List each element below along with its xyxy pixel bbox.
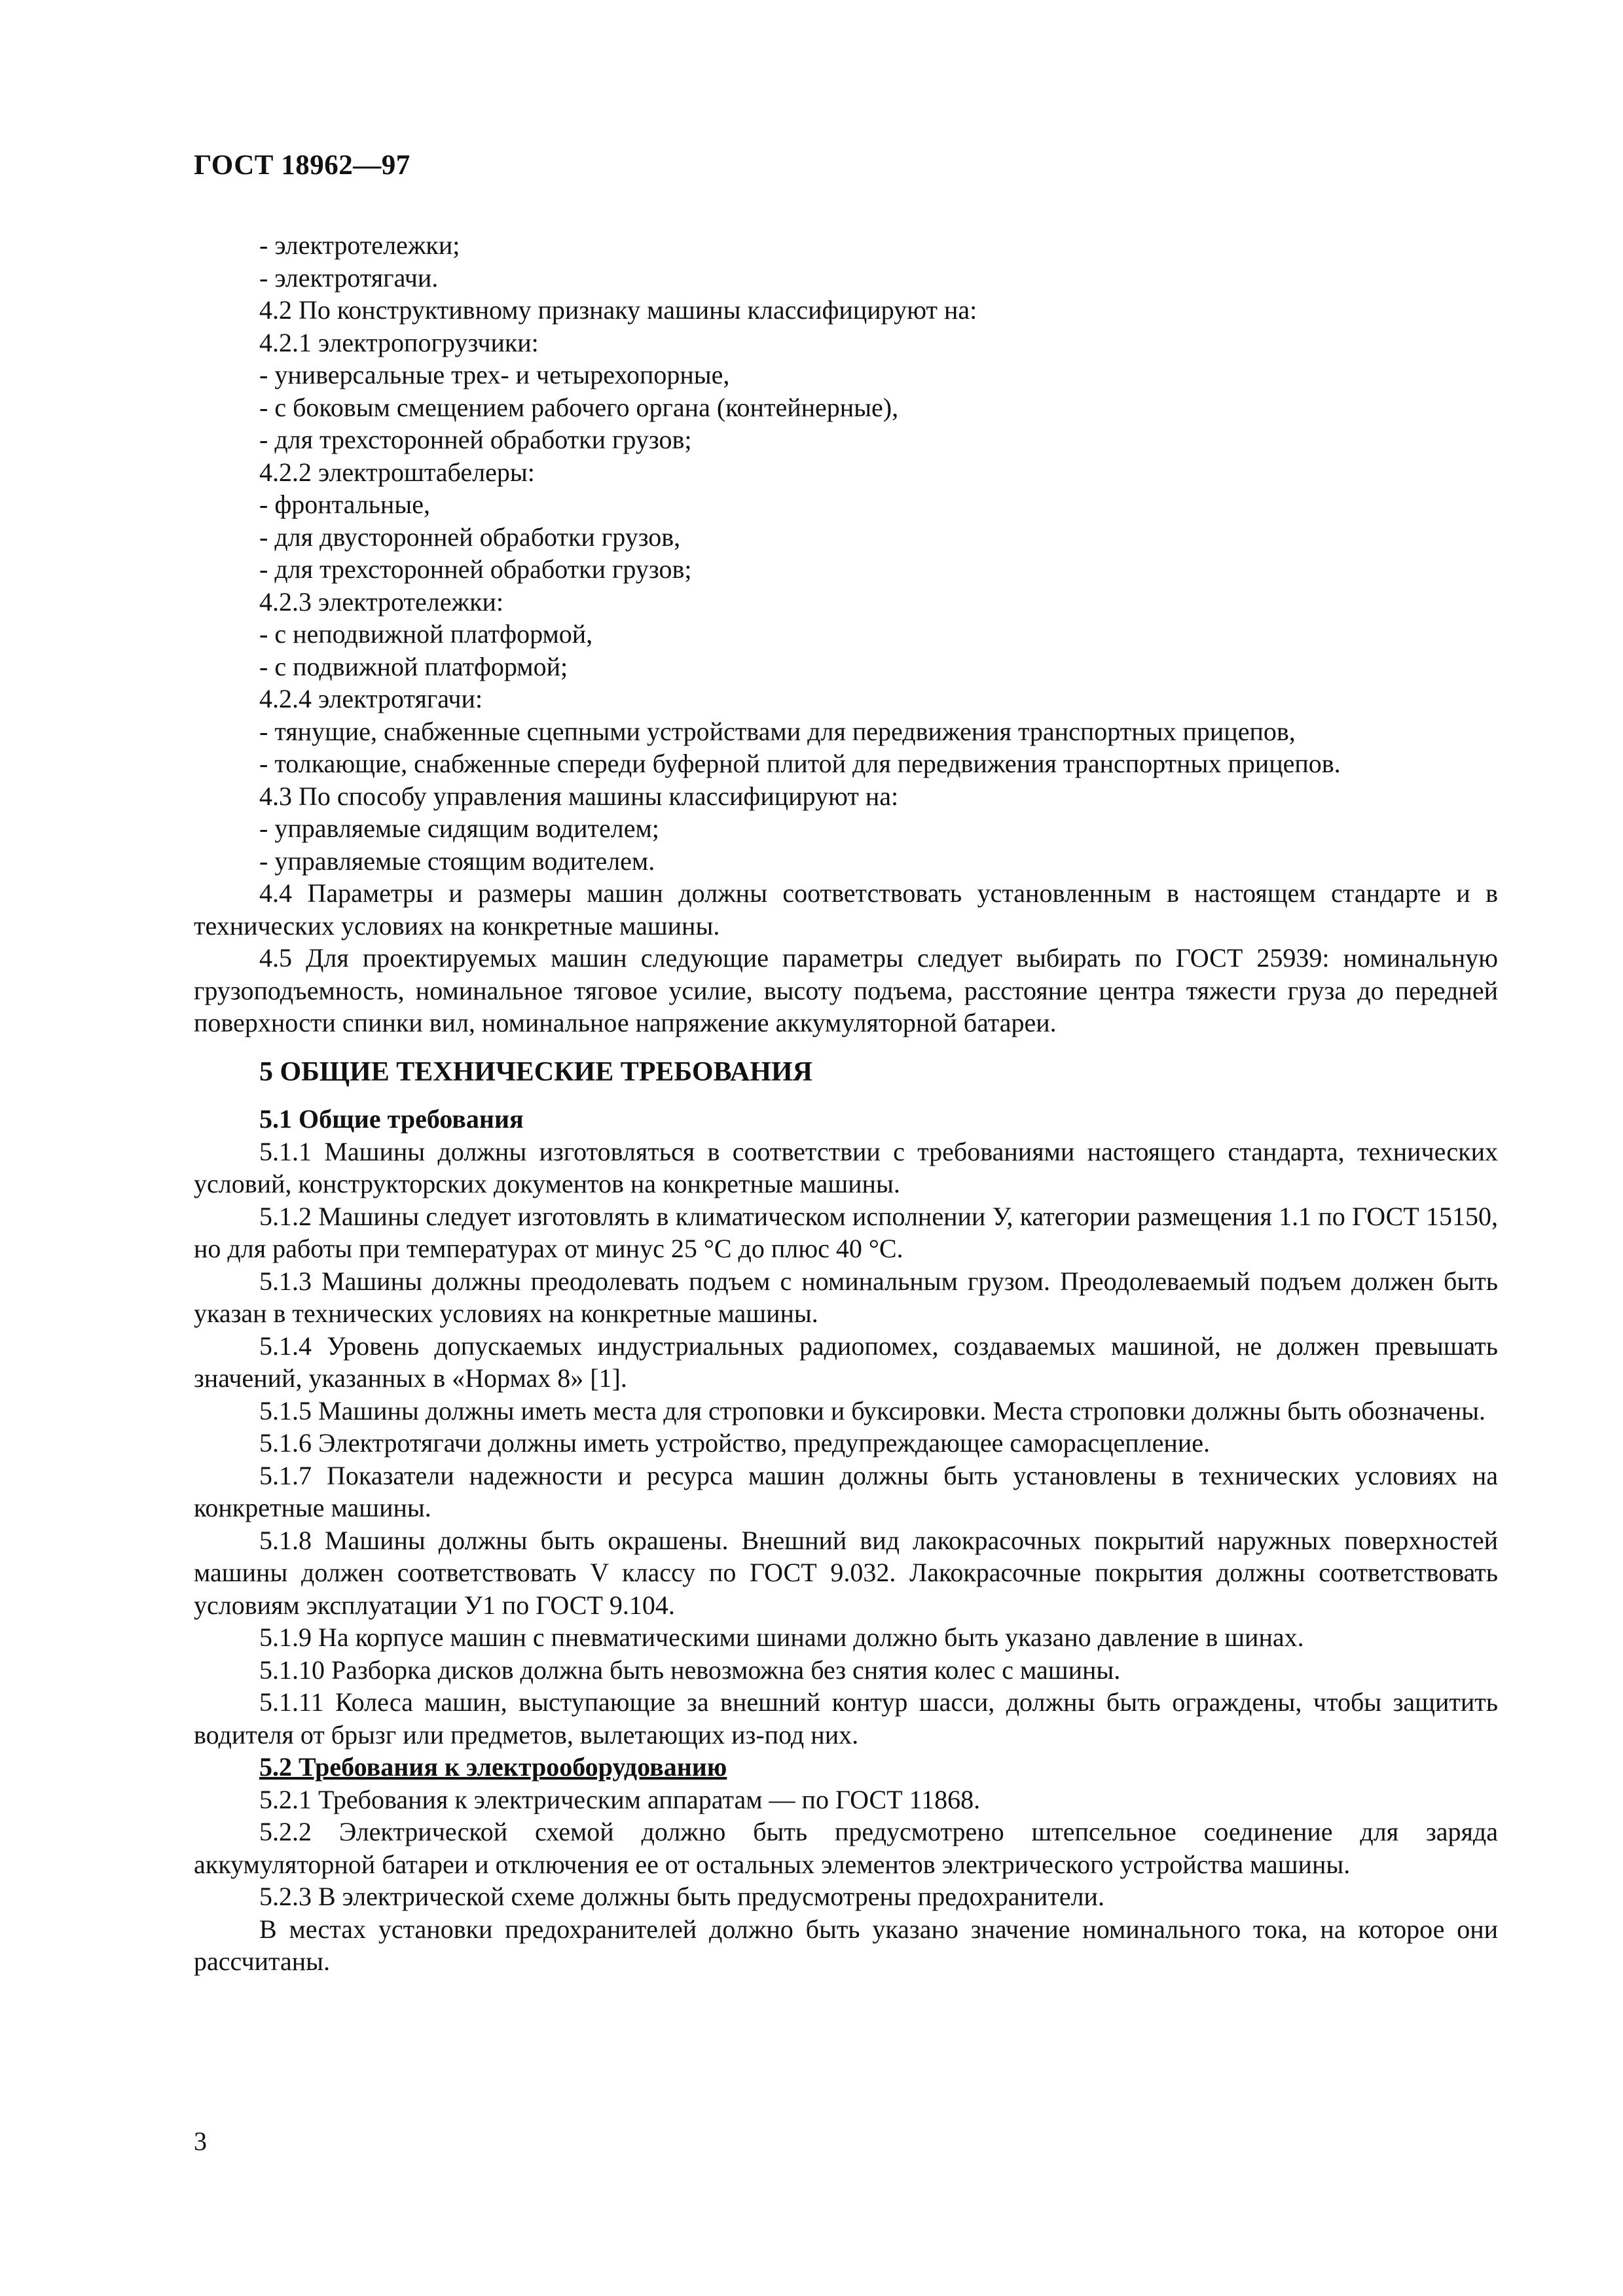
clause-5-1-10: 5.1.10 Разборка дисков должна быть невозможна без снятия колес с машины. xyxy=(259,1655,1121,1685)
clause-5-2-3-note: В местах установки предохранителей должно быть указано значение номинального тока, на которое они рассчитаны. xyxy=(194,1914,1498,1976)
clause-5-1-7: 5.1.7 Показатели надежности и ресурса машин должны быть установлены в технических условиях на конкретные машины. xyxy=(194,1460,1498,1522)
document-body xyxy=(194,229,1498,1978)
list-item: - электротягачи. xyxy=(259,262,439,293)
clause-4-2: 4.2 По конструктивному признаку машины классифицируют на: xyxy=(259,295,977,325)
list-item: - тянущие, снабженные сцепными устройствами для передвижения транспортных прицепов, xyxy=(259,716,1296,746)
clause-4-2-1: 4.2.1 электропогрузчики: xyxy=(259,327,539,357)
clause-5-2-2: 5.2.2 Электрической схемой должно быть предусмотрено штепсельное соединение для заряда аккумуляторной батареи и отключения ее от остальных элементов электрического устройства машины. xyxy=(194,1817,1498,1879)
clause-5-2-1: 5.2.1 Требования к электрическим аппаратам — по ГОСТ 11868. xyxy=(259,1784,981,1814)
page-number: 3 xyxy=(194,2126,207,2156)
clause-5-1-8: 5.1.8 Машины должны быть окрашены. Внешний вид лакокрасочных покрытий наружных поверхностей машины должен соответствовать V классу по ГОСТ 9.032. Лакокрасочные покрытия должны соответствовать условиям эксплуатации У1 по ГОСТ 9.104. xyxy=(194,1525,1498,1620)
list-item: - фронтальные, xyxy=(259,490,430,519)
list-item: - с неподвижной платформой, xyxy=(259,619,593,649)
document-header: ГОСТ 18962—97 xyxy=(194,150,410,181)
section-5-title: 5 ОБЩИЕ ТЕХНИЧЕСКИЕ ТРЕБОВАНИЯ xyxy=(259,1056,812,1087)
clause-5-1-6: 5.1.6 Электротягачи должны иметь устройство, предупреждающее саморасцепление. xyxy=(259,1428,1210,1458)
clause-5-1-5: 5.1.5 Машины должны иметь места для строповки и буксировки. Места строповки должны быть обозначены. xyxy=(259,1395,1486,1426)
list-item: - электротележки; xyxy=(259,230,460,260)
clause-4-4: 4.4 Параметры и размеры машин должны соответствовать установленным в настоящем стандарте и в технических условиях на конкретные машины. xyxy=(194,878,1498,941)
clause-5-1-11: 5.1.11 Колеса машин, выступающие за внешний контур шасси, должны быть ограждены, чтобы защитить водителя от брызг или предметов, вылетающих из-под них. xyxy=(194,1687,1498,1749)
clause-5-1-3: 5.1.3 Машины должны преодолевать подъем с номинальным грузом. Преодолеваемый подъем должен быть указан в технических условиях на конкретные машины. xyxy=(194,1266,1498,1328)
clause-4-3: 4.3 По способу управления машины классифицируют на: xyxy=(259,781,899,811)
clause-5-2-3: 5.2.3 В электрической схеме должны быть предусмотрены предохранители. xyxy=(259,1882,1104,1911)
list-item: - для трехсторонней обработки грузов; xyxy=(259,554,692,584)
list-item: - с боковым смещением рабочего органа (контейнерные), xyxy=(259,392,899,422)
list-item: - управляемые стоящим водителем. xyxy=(259,846,655,876)
clause-5-1-1: 5.1.1 Машины должны изготовляться в соответствии с требованиями настоящего стандарта, технических условий, конструкторских документов на конкретные машины. xyxy=(194,1136,1498,1198)
list-item: - для трехсторонней обработки грузов; xyxy=(259,425,692,454)
subsection-5-1-title: 5.1 Общие требования xyxy=(259,1104,524,1134)
clause-5-1-9: 5.1.9 На корпусе машин с пневматическими шинами должно быть указано давление в шинах. xyxy=(259,1623,1304,1652)
clause-5-1-2: 5.1.2 Машины следует изготовлять в климатическом исполнении У, категории размещения 1.1 по ГОСТ 15150, но для работы при температурах от минус 25 °С до плюс 40 °С. xyxy=(194,1201,1498,1263)
clause-4-2-2: 4.2.2 электроштабелеры: xyxy=(259,457,535,487)
clause-4-2-4: 4.2.4 электротягачи: xyxy=(259,684,483,713)
list-item: - универсальные трех- и четырехопорные, xyxy=(259,360,730,389)
clause-4-5: 4.5 Для проектируемых машин следующие параметры следует выбирать по ГОСТ 25939: номинальную грузоподъемность, номинальное тяговое усилие, высоту подъема, расстояние центра тяжести груза до передней поверхности спинки вил, номинальное напряжение аккумуляторной батареи. xyxy=(194,943,1498,1037)
clause-4-2-3: 4.2.3 электротележки: xyxy=(259,586,504,617)
list-item: - толкающие, снабженные спереди буферной плитой для передвижения транспортных прицепов. xyxy=(259,749,1341,778)
subsection-5-2-title: 5.2 Требования к электрооборудованию xyxy=(259,1752,727,1782)
list-item: - с подвижной платформой; xyxy=(259,651,568,681)
list-item: - управляемые сидящим водителем; xyxy=(259,814,659,843)
list-item: - для двусторонней обработки грузов, xyxy=(259,522,681,552)
clause-5-1-4: 5.1.4 Уровень допускаемых индустриальных радиопомех, создаваемых машиной, не должен превышать значений, указанных в «Нормах 8» [1]. xyxy=(194,1331,1498,1393)
